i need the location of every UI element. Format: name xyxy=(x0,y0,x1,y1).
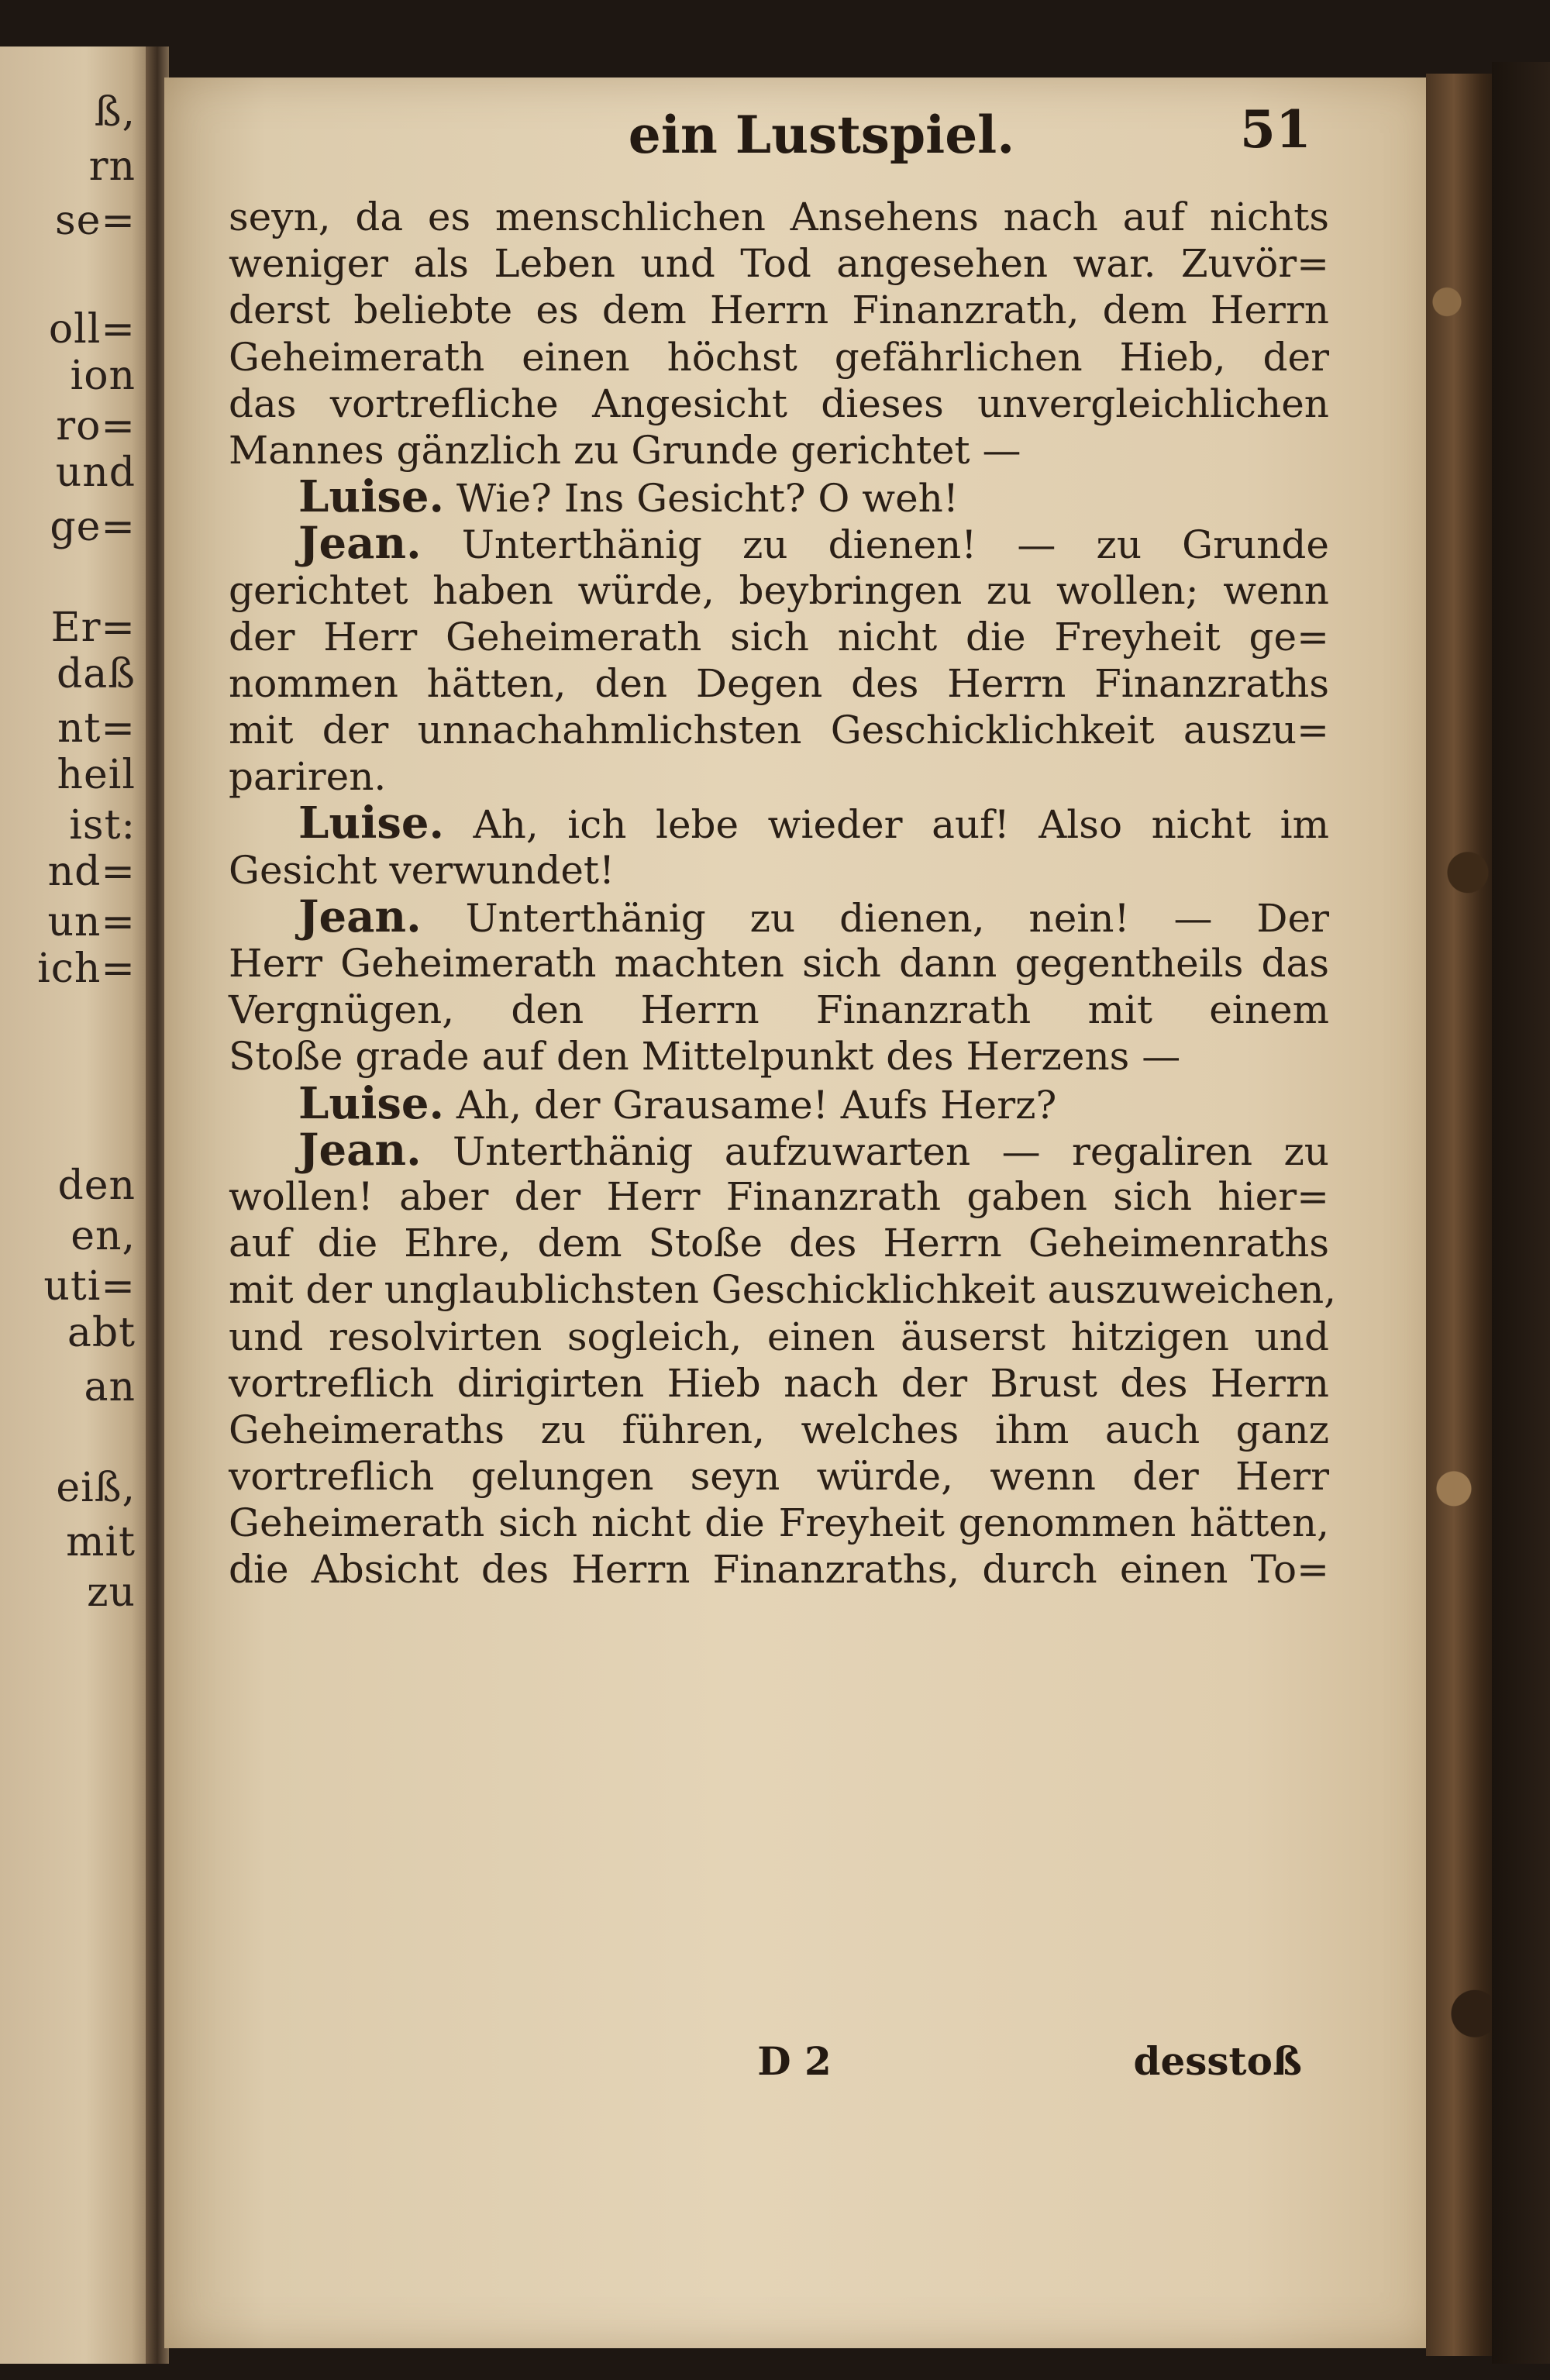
text-line: wollen! aber der Herr Finanzrath gaben sich hier= xyxy=(229,1173,1329,1219)
text-line: der Herr Geheimerath sich nicht die Freyheit ge= xyxy=(229,614,1329,660)
left-page-fragment: se= xyxy=(54,198,136,244)
text-line: mit der unglaublichsten Geschicklichkeit auszuweichen, xyxy=(229,1267,1337,1313)
left-page-fragment: nt= xyxy=(57,705,136,752)
text-line: Luise. Ah, ich lebe wieder auf! Also nicht im xyxy=(298,797,1329,849)
marbled-edge xyxy=(1426,74,1496,2356)
text-line: pariren. xyxy=(229,754,387,800)
left-page-fragment: mit xyxy=(66,1519,136,1565)
left-page-fragment: uti= xyxy=(43,1263,136,1310)
page-number: 51 xyxy=(1240,99,1311,160)
text-line: Jean. Unterthänig aufzuwarten — regaliren zu xyxy=(298,1124,1329,1176)
book-cover-edge xyxy=(1492,62,1550,2364)
left-page-fragment: Er= xyxy=(50,604,136,651)
left-page-fragment: ge= xyxy=(50,504,136,550)
left-page xyxy=(0,46,155,2364)
text-line: vortreflich gelungen seyn würde, wenn der Herr xyxy=(229,1454,1329,1500)
text-line: Geheimerath sich nicht die Freyheit genommen hätten, xyxy=(229,1500,1329,1546)
speaker-name: Luise. xyxy=(298,471,445,523)
text-line: mit der unnachahmlichsten Geschicklichkeit auszu= xyxy=(229,708,1329,753)
text-line: nommen hätten, den Degen des Herrn Finanzraths xyxy=(229,660,1329,706)
text-line: auf die Ehre, dem Stoße des Herrn Geheimenraths xyxy=(229,1221,1329,1266)
speaker-name: Jean. xyxy=(298,518,422,570)
text-line: die Absicht des Herrn Finanzraths, durch einen To= xyxy=(229,1547,1329,1593)
left-page-fragment: und xyxy=(55,449,136,496)
speaker-name: Jean. xyxy=(298,890,422,942)
running-title: ein Lustspiel. xyxy=(628,105,1015,165)
left-page-fragment: en, xyxy=(71,1213,136,1259)
left-page-fragment: daß xyxy=(56,651,136,697)
text-line: gerichtet haben würde, beybringen zu wollen; wenn xyxy=(229,567,1329,613)
speaker-name: Luise. xyxy=(298,1077,445,1129)
left-page-fragment: abt xyxy=(67,1310,136,1356)
body-text xyxy=(229,194,1337,1593)
text-line: Luise. Wie? Ins Gesicht? O weh! xyxy=(298,471,959,523)
text-line: Gesicht verwundet! xyxy=(229,847,615,893)
left-page-fragment: heil xyxy=(57,752,136,798)
catchword: desstoß xyxy=(1133,2038,1302,2084)
text-line: vortreflich dirigirten Hieb nach der Brust des Herrn xyxy=(229,1360,1329,1406)
text-line: Geheimeraths zu führen, welches ihm auch ganz xyxy=(229,1407,1329,1452)
left-page-fragment: un= xyxy=(47,899,136,945)
left-page-fragment: rn xyxy=(88,143,136,190)
speaker-name: Luise. xyxy=(298,797,445,849)
left-page-fragment: zu xyxy=(87,1569,136,1616)
left-page-fragment: eiß, xyxy=(56,1465,136,1511)
text-line: Herr Geheimerath machten sich dann gegentheils das xyxy=(229,941,1329,986)
text-line: weniger als Leben und Tod angesehen war. Zuvör= xyxy=(229,241,1329,287)
left-page-fragment: an xyxy=(84,1364,136,1410)
left-page-fragment: nd= xyxy=(47,849,136,895)
text-line: Jean. Unterthänig zu dienen, nein! — Der xyxy=(298,890,1329,942)
signature-mark: D 2 xyxy=(757,2038,832,2084)
text-line: seyn, da es menschlichen Ansehens nach auf nichts xyxy=(229,195,1329,239)
left-page-fragment: ro= xyxy=(56,403,136,449)
text-line: das vortrefliche Angesicht dieses unvergleichlichen xyxy=(229,381,1329,426)
left-page-fragment: den xyxy=(57,1162,136,1209)
text-line: und resolvirten sogleich, einen äuserst hitzigen und xyxy=(229,1314,1329,1359)
text-line: derst beliebte es dem Herrn Finanzrath, dem Herrn xyxy=(229,288,1329,333)
text-line: Jean. Unterthänig zu dienen! — zu Grunde xyxy=(298,518,1329,570)
left-page-fragment: ion xyxy=(70,353,136,399)
text-line: Geheimerath einen höchst gefährlichen Hieb, der xyxy=(229,334,1329,380)
left-page-fragment: ist: xyxy=(69,802,136,849)
left-page-fragment: oll= xyxy=(48,306,136,353)
left-page-fragment: ich= xyxy=(37,945,136,992)
left-page-fragment: ß, xyxy=(94,89,136,136)
text-line: Luise. Ah, der Grausame! Aufs Herz? xyxy=(298,1077,1057,1129)
text-line: Stoße grade auf den Mittelpunkt des Herzens — xyxy=(229,1034,1181,1080)
speaker-name: Jean. xyxy=(298,1124,422,1176)
text-line: Mannes gänzlich zu Grunde gerichtet — xyxy=(229,427,1021,473)
text-line: Vergnügen, den Herrn Finanzrath mit einem xyxy=(229,987,1329,1033)
